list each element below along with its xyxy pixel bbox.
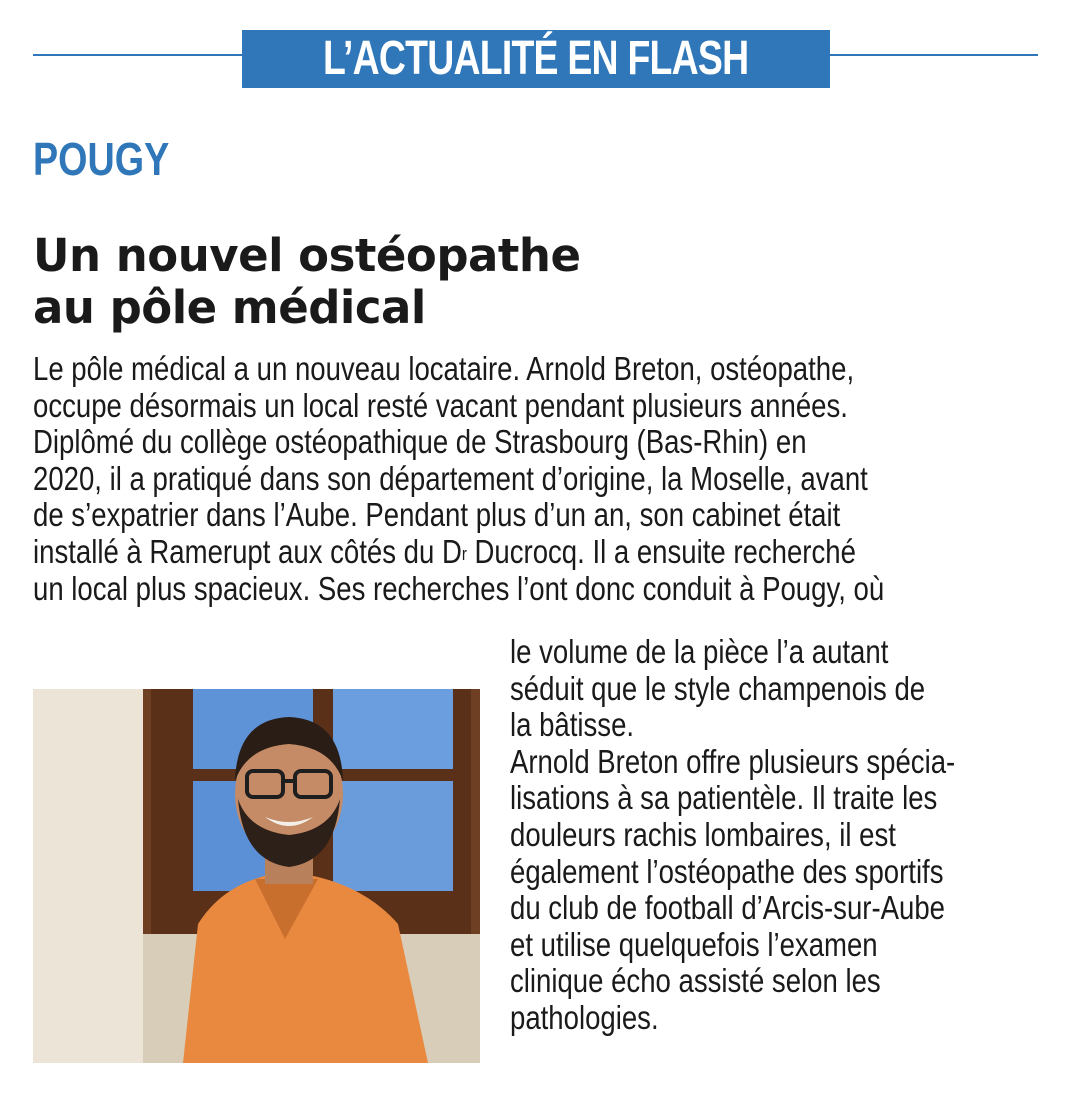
body-line: occupe désormais un local resté vacant pendant plusieurs années.	[33, 386, 848, 424]
body-line-doctor-before: installé à Ramerupt aux côtés du D	[33, 532, 462, 570]
headline-line: Un nouvel ostéopathe	[33, 229, 581, 282]
body-line-doctor-after: Ducrocq. Il a ensuite recherché	[466, 532, 856, 570]
article-photo	[33, 689, 480, 1063]
photo-window-pane	[333, 781, 453, 891]
body-line: lisations à sa patientèle. Il traite les	[510, 779, 938, 817]
article-body-top	[33, 351, 1043, 607]
body-line: également l’ostéopathe des sportifs	[510, 852, 944, 890]
body-line: Le pôle médical a un nouveau locataire. Arnold Breton, ostéopathe,	[33, 350, 855, 387]
body-line: pathologies.	[510, 998, 659, 1036]
photo-wall-left	[33, 689, 143, 1063]
headline-line: au pôle médical	[33, 281, 426, 334]
body-line: clinique écho assisté selon les	[510, 962, 881, 1000]
body-line: Diplômé du collège ostéopathique de Strasbourg (Bas-Rhin) en	[33, 423, 807, 461]
article-body-column	[510, 634, 1050, 1037]
portrait-image	[33, 689, 480, 1063]
body-line: du club de football d’Arcis-sur-Aube	[510, 889, 945, 927]
body-line: Arnold Breton offre plusieurs spécia-	[510, 742, 956, 780]
section-banner	[242, 30, 830, 88]
body-line: un local plus spacieux. Ses recherches l’ont donc conduit à Pougy, où	[33, 569, 885, 607]
section-banner-label: L’ACTUALITÉ EN FLASH	[323, 32, 749, 85]
body-line: de s’expatrier dans l’Aube. Pendant plus d’un an, son cabinet était	[33, 496, 841, 534]
body-line: et utilise quelquefois l’examen	[510, 925, 878, 963]
body-line: séduit que le style champenois de	[510, 669, 926, 707]
doctor-abbrev-superscript: r	[461, 543, 467, 564]
body-line: le volume de la pièce l’a autant	[510, 633, 889, 670]
article-headline	[33, 230, 733, 334]
body-line-doctor	[33, 534, 876, 571]
photo-window-pane	[333, 689, 453, 769]
body-line: 2020, il a pratiqué dans son département d’origine, la Moselle, avant	[33, 459, 868, 497]
body-line: la bâtisse.	[510, 706, 635, 744]
article-location: POUGY	[33, 133, 170, 185]
body-line: douleurs rachis lombaires, il est	[510, 815, 896, 853]
